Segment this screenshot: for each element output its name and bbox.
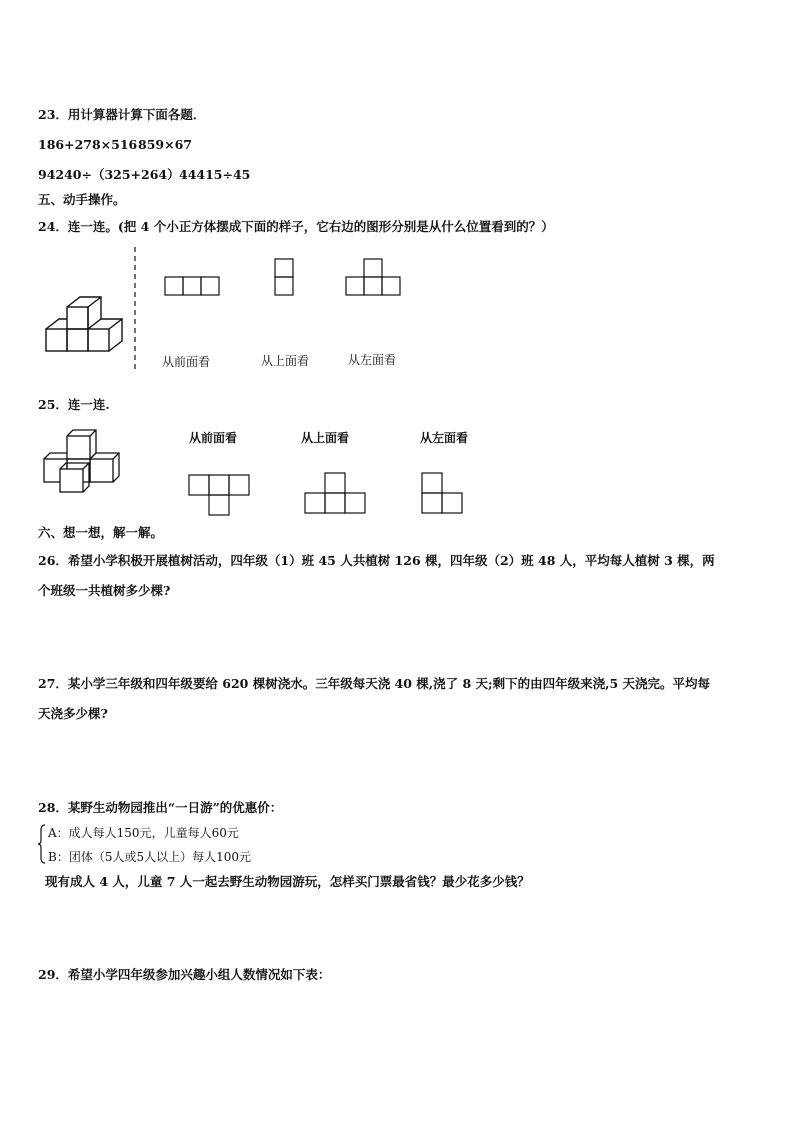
q24-title: 24．连一连。(把 4 个小正方体摆成下面的样子，它右边的图形分别是从什么位置看到的？） bbox=[38, 219, 554, 234]
q23-expr-2: 859×67 bbox=[138, 137, 192, 152]
q25-label-top: 从上面看 bbox=[301, 431, 350, 445]
q24-cube-stack bbox=[46, 297, 122, 351]
q25-title: 25．连一连. bbox=[38, 397, 110, 412]
q24-label-top: 从上面看 bbox=[261, 354, 310, 368]
q23-expr-4: 44415÷45 bbox=[179, 167, 251, 182]
q24-view-column bbox=[275, 259, 293, 295]
q24-label-front: 从前面看 bbox=[162, 355, 211, 369]
q28-option-a: A：成人每人150元，儿童每人60元 bbox=[48, 826, 239, 840]
q27-line-2: 天浇多少棵? bbox=[38, 706, 108, 721]
q25-view-t bbox=[305, 473, 365, 513]
q24-view-t-shape bbox=[346, 259, 400, 295]
q28-brace bbox=[38, 824, 46, 864]
q28-question: 现有成人 4 人，儿童 7 人一起去野生动物园游玩，怎样买门票最省钱？最少花多少钱？ bbox=[45, 874, 530, 889]
q25-figure bbox=[40, 425, 480, 525]
q28-title: 28．某野生动物园推出“一日游”的优惠价： bbox=[38, 800, 283, 815]
q25-cube-cluster bbox=[44, 430, 119, 492]
q25-label-left: 从左面看 bbox=[420, 431, 469, 445]
q25-label-front: 从前面看 bbox=[189, 431, 238, 445]
q24-label-left: 从左面看 bbox=[348, 353, 397, 367]
q29-title: 29．希望小学四年级参加兴趣小组人数情况如下表： bbox=[38, 967, 331, 982]
q26-line-1: 26．希望小学积极开展植树活动，四年级（1）班 45 人共植树 126 棵，四年级（2）班 48 人，平均每人植树 3 棵，两 bbox=[38, 553, 715, 568]
q23-expr-3: 94240÷（325+264） bbox=[38, 167, 180, 182]
q27-line-1: 27．某小学三年级和四年级要给 620 棵树浇水。三年级每天浇 40 棵,浇了 8 天;剩下的由四年级来浇,5 天浇完。平均每 bbox=[38, 676, 711, 691]
q28-option-b: B：团体（5人或5人以上）每人100元 bbox=[48, 850, 251, 864]
section-five-heading: 五、动手操作。 bbox=[38, 192, 126, 207]
q23-title: 23．用计算器计算下面各题． bbox=[38, 107, 206, 122]
q25-view-l bbox=[422, 473, 462, 513]
q25-view-inverted-t bbox=[189, 475, 249, 515]
q26-line-2: 个班级一共植树多少棵? bbox=[38, 583, 171, 598]
section-six-heading: 六、想一想，解一解。 bbox=[38, 525, 164, 540]
q23-expr-1: 186+278×516 bbox=[38, 137, 138, 152]
q24-view-three-row bbox=[165, 277, 219, 295]
